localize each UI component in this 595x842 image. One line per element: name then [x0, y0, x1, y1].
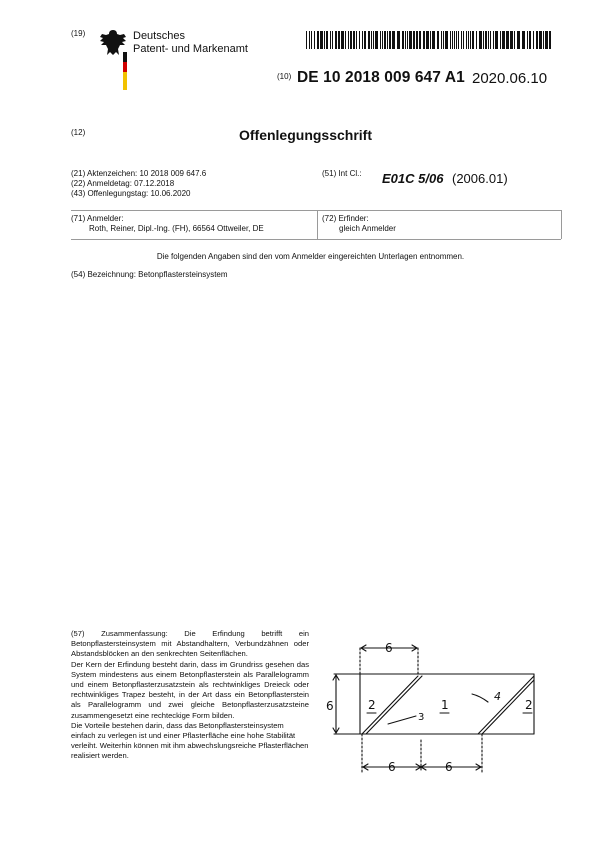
barcode-bar	[452, 31, 453, 49]
barcode-bar	[472, 31, 474, 49]
barcode-bar	[461, 31, 462, 49]
barcode-bar	[356, 31, 357, 49]
barcode-bar	[450, 31, 451, 49]
dimension-top-label: 6	[385, 641, 393, 655]
barcode-bar	[441, 31, 442, 49]
barcode-bar	[419, 31, 421, 49]
barcode-bar	[353, 31, 355, 49]
inventor-label: (72) Erfinder:	[322, 214, 369, 223]
inid-code-19: (19)	[71, 29, 86, 38]
barcode-bar	[432, 31, 435, 49]
barcode-bar	[545, 31, 548, 49]
barcode-bar	[493, 31, 494, 49]
dimension-left	[333, 674, 360, 734]
barcode-bar	[405, 31, 406, 49]
barcode-bar	[495, 31, 498, 49]
barcode-bar	[359, 31, 360, 49]
applicant-label: (71) Anmelder:	[71, 214, 124, 223]
label-right-piece: 2	[525, 698, 533, 712]
barcode-bar	[468, 31, 469, 49]
barcode-bar	[397, 31, 400, 49]
barcode-bar	[549, 31, 551, 49]
barcode-bar	[426, 31, 429, 49]
label-joint: 3	[418, 712, 425, 723]
barcode-bar	[445, 31, 448, 49]
barcode-bar	[368, 31, 370, 49]
barcode-bar	[514, 31, 515, 49]
dimension-bottom-label-1: 6	[388, 760, 396, 774]
barcode	[306, 31, 552, 49]
inid-code-10: (10)	[277, 72, 292, 81]
barcode-bar	[500, 31, 501, 49]
barcode-bar	[476, 31, 477, 49]
label-angle: 4	[494, 690, 501, 703]
barcode-bar	[375, 31, 378, 49]
application-number: (21) Aktenzeichen: 10 2018 009 647.6	[71, 169, 207, 178]
barcode-bar	[326, 31, 328, 49]
barcode-bar	[373, 31, 374, 49]
bibliographic-dates	[71, 169, 206, 199]
barcode-bar	[543, 31, 544, 49]
barcode-bar	[437, 31, 439, 49]
barcode-bar	[402, 31, 404, 49]
barcode-bar	[409, 31, 412, 49]
abstract-paragraph-3: Die Vorteile bestehen darin, dass das Betonpflastersteinsystem einfach zu verlegen ist und einer Pflasterfläche eine hohe Stabilität verleiht. Weiterhin können mit ihm abwechslungsreiche Pflasterflächen realisiert werden.	[71, 720, 309, 761]
applicant-value: Roth, Reiner, Dipl.-Ing. (FH), 66564 Ottweiler, DE	[89, 224, 264, 233]
barcode-bar	[488, 31, 489, 49]
divider-vertical	[317, 210, 318, 239]
barcode-bar	[332, 31, 333, 49]
barcode-bar	[314, 31, 315, 49]
label-center-piece: 1	[441, 698, 449, 712]
barcode-bar	[362, 31, 363, 49]
filing-date: (22) Anmeldetag: 07.12.2018	[71, 179, 175, 188]
divider-right	[561, 210, 562, 239]
barcode-bar	[389, 31, 391, 49]
barcode-bar	[335, 31, 337, 49]
barcode-bar	[387, 31, 388, 49]
barcode-bar	[380, 31, 381, 49]
document-type-title: Offenlegungsschrift	[238, 127, 372, 143]
barcode-bar	[529, 31, 531, 49]
int-cl-label: (51) Int Cl.:	[322, 169, 362, 178]
divider-bottom	[71, 239, 561, 240]
barcode-bar	[456, 31, 457, 49]
barcode-bar	[527, 31, 528, 49]
label-left-piece: 2	[368, 698, 376, 712]
int-cl-code: E01C 5/06	[382, 171, 444, 186]
office-name-line-2: Patent- und Markenamt	[133, 43, 248, 55]
inventor-block	[322, 214, 396, 234]
barcode-bar	[533, 31, 534, 49]
barcode-bar	[407, 31, 408, 49]
barcode-bar	[364, 31, 366, 49]
barcode-bar	[470, 31, 471, 49]
barcode-bar	[522, 31, 525, 49]
federal-eagle-icon	[98, 28, 128, 92]
barcode-bar	[350, 31, 352, 49]
abstract-paragraph-2: Der Kern der Erfindung besteht darin, dass im Grundriss gesehen das System mindestens aus einem Betonpflasterstein als Parallelogramm und einem Betonpflasterzusatzstein als rechtwinkliges Dreieck oder rechtwinkliges Trapez besteht, in der Art dass ein Betonpflasterstein als Parallelogramm und zwei gleiche Betonpflasterzusatzsteine zusammengesetzt eine rechteckige Form bilden.	[71, 659, 309, 720]
joint-leader	[388, 716, 416, 724]
barcode-bar	[384, 31, 386, 49]
dimension-bottom	[362, 734, 482, 772]
barcode-bar	[517, 31, 520, 49]
barcode-bar	[443, 31, 444, 49]
barcode-bar	[341, 31, 344, 49]
dimension-left-label: 6	[326, 699, 334, 713]
barcode-bar	[416, 31, 418, 49]
source-notice: Die folgenden Angaben sind den vom Anmelder eingereichten Unterlagen entnommen.	[156, 252, 465, 261]
barcode-bar	[423, 31, 425, 49]
barcode-bar	[392, 31, 395, 49]
barcode-bar	[338, 31, 340, 49]
barcode-bar	[479, 31, 482, 49]
office-name-line-1: Deutsches	[133, 30, 185, 42]
barcode-bar	[320, 31, 323, 49]
publication-date: 2020.06.10	[472, 70, 548, 87]
publication-day: (43) Offenlegungstag: 10.06.2020	[71, 189, 191, 198]
barcode-bar	[309, 31, 310, 49]
inventor-value: gleich Anmelder	[339, 224, 396, 233]
barcode-bar	[330, 31, 331, 49]
barcode-bar	[463, 31, 464, 49]
barcode-bar	[382, 31, 383, 49]
barcode-bar	[306, 31, 307, 49]
publication-number: DE 10 2018 009 647 A1	[297, 69, 465, 86]
barcode-bar	[413, 31, 415, 49]
barcode-bar	[311, 31, 312, 49]
barcode-bar	[317, 31, 319, 49]
abstract	[71, 629, 309, 762]
barcode-bar	[502, 31, 505, 49]
barcode-bar	[485, 31, 487, 49]
barcode-bar	[348, 31, 349, 49]
barcode-bar	[483, 31, 484, 49]
applicant-block	[71, 214, 264, 234]
designation: (54) Bezeichnung: Betonpflastersteinsystem	[71, 270, 228, 279]
barcode-bar	[430, 31, 431, 49]
barcode-bar	[536, 31, 538, 49]
barcode-bar	[371, 31, 372, 49]
barcode-bar	[510, 31, 513, 49]
barcode-bar	[324, 31, 325, 49]
barcode-bar	[458, 31, 459, 49]
barcode-bar	[345, 31, 346, 49]
barcode-bar	[490, 31, 491, 49]
dimension-bottom-label-2: 6	[445, 760, 453, 774]
angle-arc	[472, 694, 488, 702]
divider-top	[71, 210, 561, 211]
int-cl-version: (2006.01)	[452, 171, 508, 186]
patent-office-name	[133, 30, 248, 56]
paving-stone-figure	[322, 636, 562, 786]
inid-code-12: (12)	[71, 128, 86, 137]
barcode-bar	[506, 31, 509, 49]
barcode-bar	[454, 31, 455, 49]
barcode-bar	[466, 31, 467, 49]
abstract-paragraph-1: (57) Zusammenfassung: Die Erfindung betrifft ein Betonpflastersteinsystem mit Abstandhaltern, Verbundzähnen oder Abstandsblöcken an den senkrechten Seitenflächen.	[71, 629, 309, 659]
barcode-bar	[539, 31, 542, 49]
